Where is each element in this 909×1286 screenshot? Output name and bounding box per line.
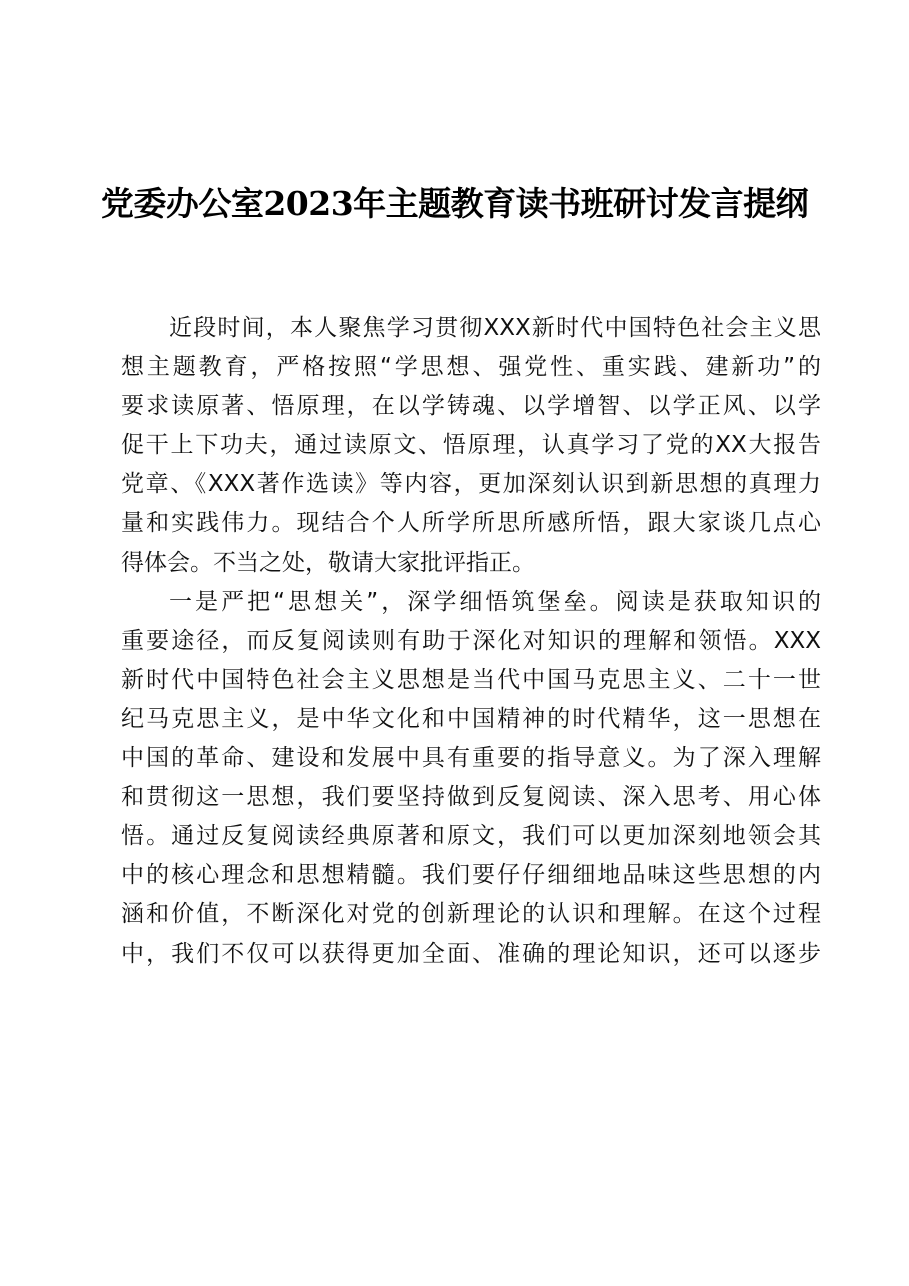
paragraph-line: 得体会。不当之处，敬请大家批评指正。 bbox=[121, 549, 535, 576]
paragraph-line: 纪马克思主义，是中华文化和中国精神的时代精华，这一思想在 bbox=[121, 705, 821, 732]
paragraph-line: 量和实践伟力。现结合个人所学所思所感所悟，跟大家谈几点心 bbox=[121, 510, 821, 537]
paragraph-line: 涵和价值，不断深化对党的创新理论的认识和理解。在这个过程 bbox=[121, 901, 821, 928]
paragraph-line: 和贯彻这一思想，我们要坚持做到反复阅读、深入思考、用心体 bbox=[121, 784, 821, 811]
paragraph-line: 要求读原著、悟原理，在以学铸魂、以学增智、以学正风、以学 bbox=[121, 393, 821, 420]
document-body bbox=[121, 309, 821, 974]
paragraph-line: 新时代中国特色社会主义思想是当代中国马克思主义、二十一世 bbox=[121, 666, 821, 693]
paragraph-intro bbox=[121, 309, 821, 583]
paragraph-line: 促干上下功夫，通过读原文、悟原理，认真学习了党的XX大报告 bbox=[121, 432, 821, 459]
paragraph-line: 中国的革命、建设和发展中具有重要的指导意义。为了深入理解 bbox=[121, 745, 821, 772]
paragraph-point-one bbox=[121, 583, 821, 974]
paragraph-line: 一是严把“思想关”，深学细悟筑堡垒。阅读是获取知识的 bbox=[169, 588, 821, 615]
paragraph-line: 党章、《XXX著作选读》等内容，更加深刻认识到新思想的真理力 bbox=[121, 471, 821, 498]
paragraph-line: 重要途径，而反复阅读则有助于深化对知识的理解和领悟。XXX bbox=[121, 627, 821, 654]
paragraph-line: 近段时间，本人聚焦学习贯彻XXX新时代中国特色社会主义思 bbox=[169, 315, 821, 341]
paragraph-line: 悟。通过反复阅读经典原著和原文，我们可以更加深刻地领会其 bbox=[121, 823, 821, 850]
paragraph-line: 想主题教育，严格按照“学思想、强党性、重实践、建新功”的 bbox=[121, 354, 821, 381]
document-title: 党委办公室2023年主题教育读书班研讨发言提纲 bbox=[100, 184, 809, 223]
paragraph-line: 中，我们不仅可以获得更加全面、准确的理论知识，还可以逐步 bbox=[121, 940, 821, 967]
paragraph-line: 中的核心理念和思想精髓。我们要仔仔细细地品味这些思想的内 bbox=[121, 862, 821, 889]
